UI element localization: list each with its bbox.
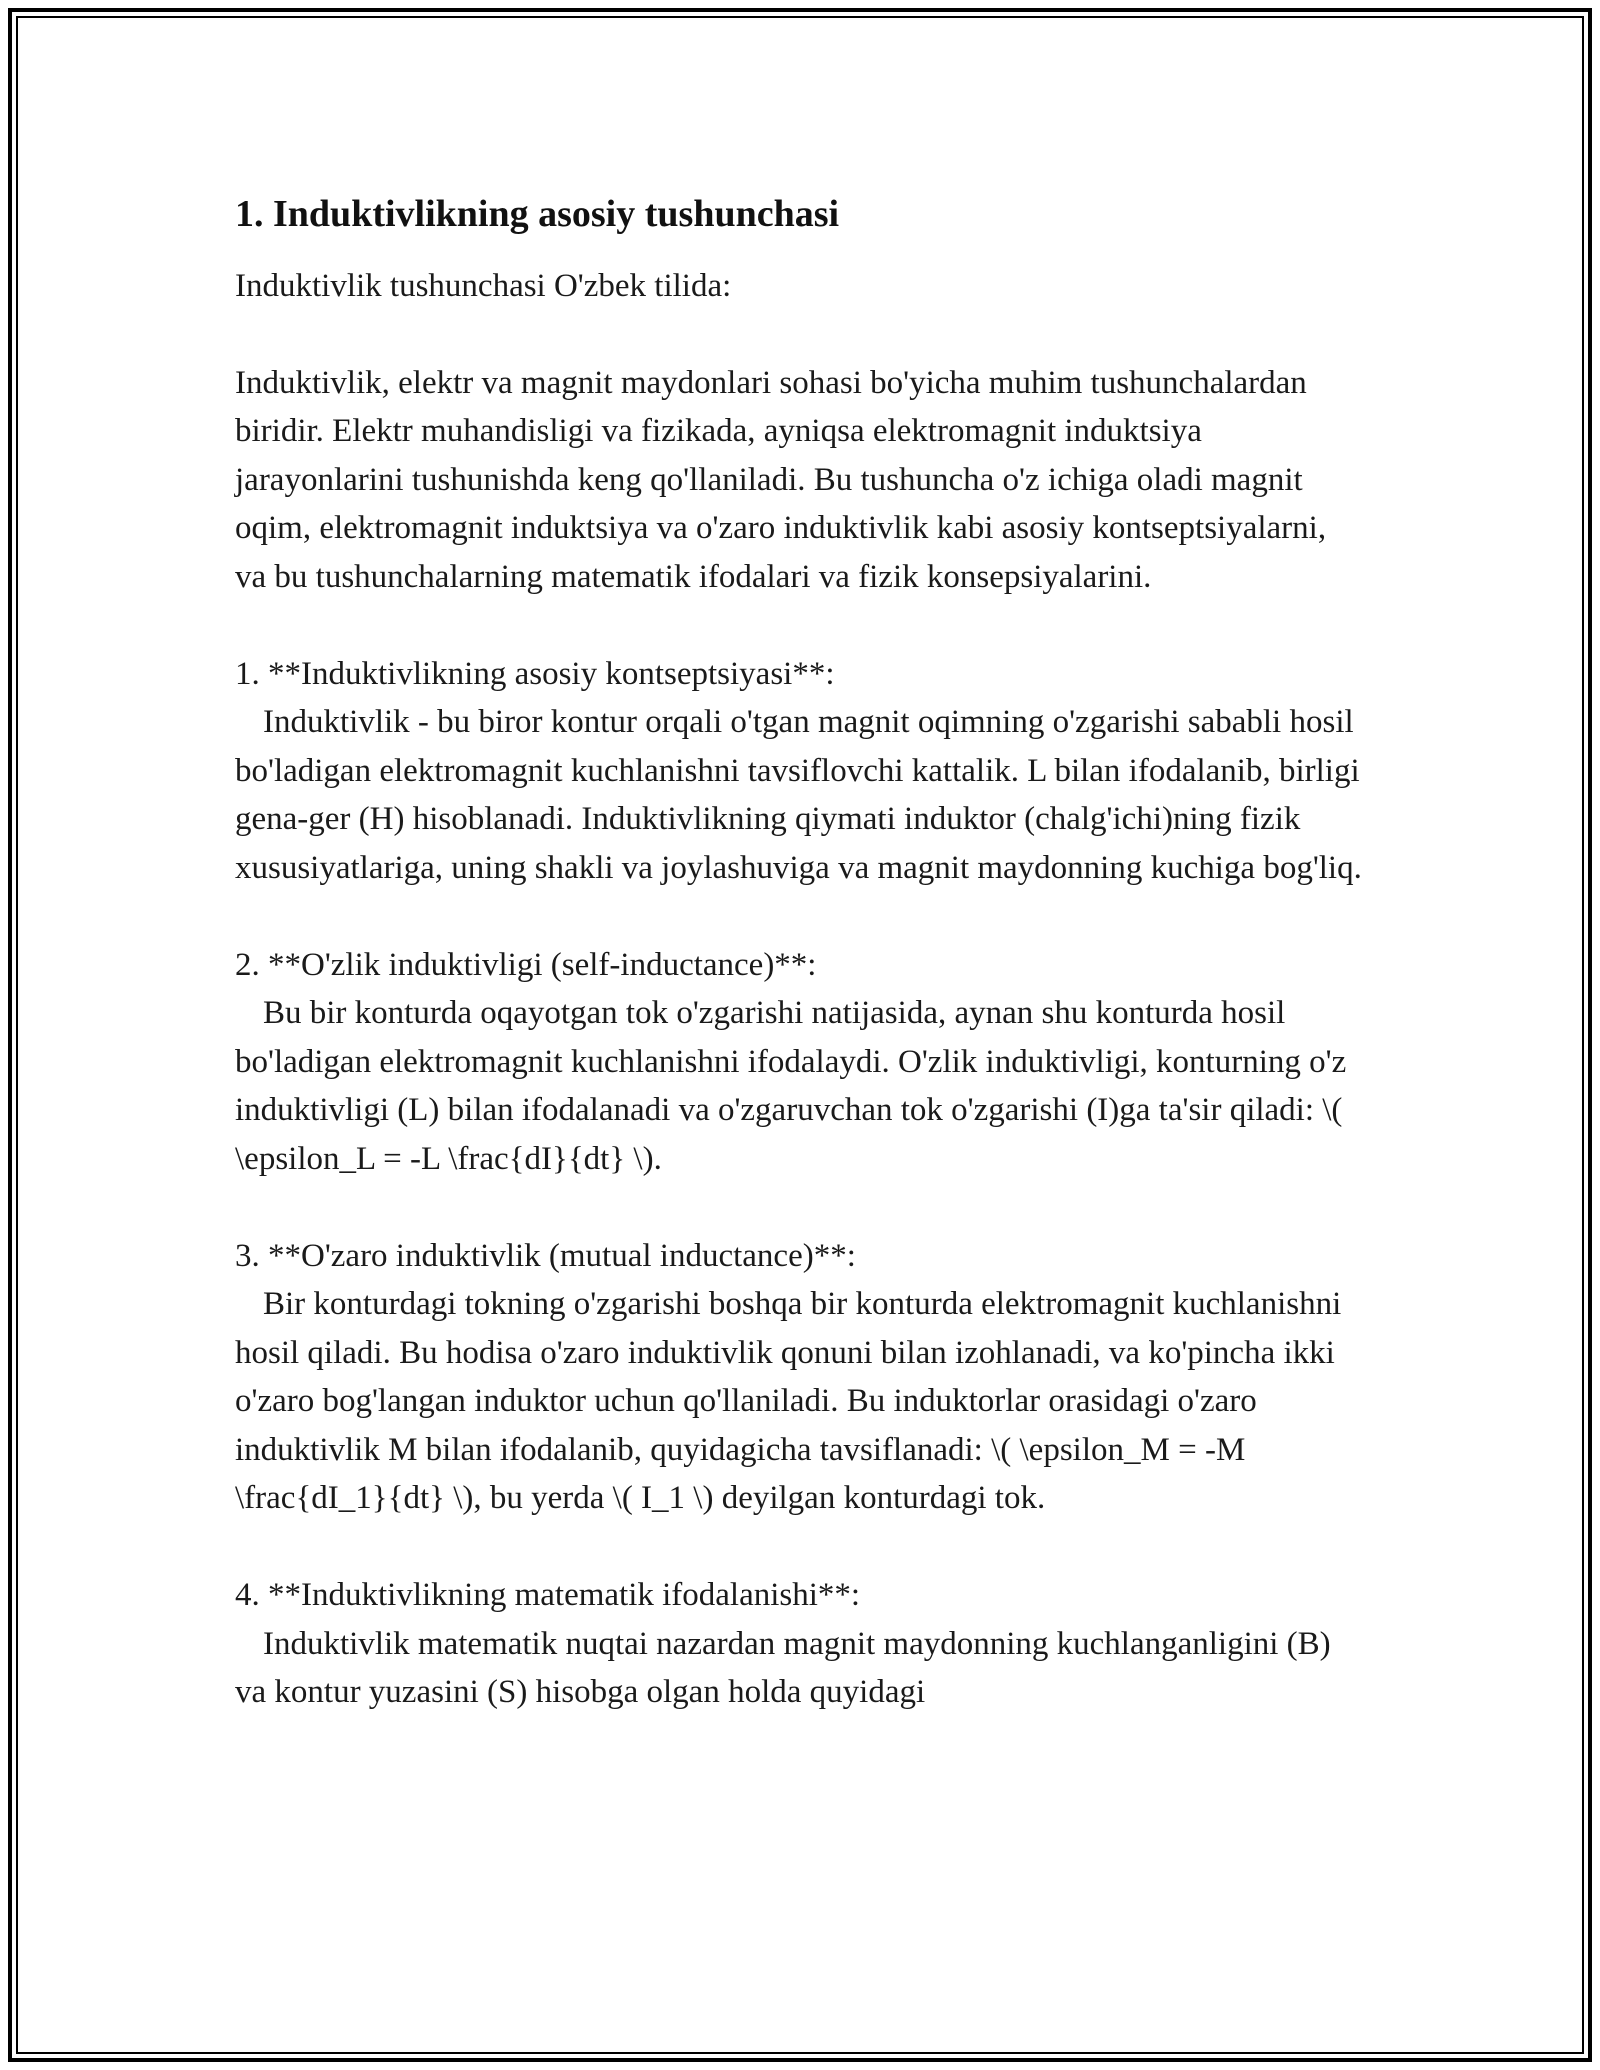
section-4 [235,1571,1365,1717]
section-body: Bu bir konturda oqayotgan tok o'zgarishi natijasida, aynan shu konturda hosil bo'ladigan elektromagnit kuchlanishni ifodalaydi. O'zlik induktivligi, konturning o'z induktivligi (L) bilan ifodalanadi va o'zgaruvchan tok o'zgarishi (I)ga ta'sir qiladi: \( \epsilon_L = -L \frac{dI}{dt} \). [235,995,1347,1177]
document-body [235,188,1365,1717]
section-2 [235,941,1365,1184]
paragraph-spacer [235,892,1365,941]
paragraph-spacer [235,1523,1365,1572]
section-body: Induktivlik matematik nuqtai nazardan magnit maydonning kuchlanganligini (B) va kontur yuzasini (S) hisobga olgan holda quyidagi [235,1625,1331,1710]
paragraph-spacer [235,310,1365,359]
section-body: Bir konturdagi tokning o'zgarishi boshqa bir konturda elektromagnit kuchlanishni hosil qiladi. Bu hodisa o'zaro induktivlik qonuni bilan izohlanadi, va ko'pincha ikki o'zaro bog'langan induktor uchun qo'llaniladi. Bu induktorlar orasidagi o'zaro induktivlik M bilan ifodalanib, quyidagicha tavsiflanadi: \( \epsilon_M = -M \frac{dI_1}{dt} \), bu yerda \( I_1 \) deyilgan konturdagi tok. [235,1286,1342,1516]
section-heading: 4. **Induktivlikning matematik ifodalanishi**: [235,1577,861,1613]
section-3 [235,1232,1365,1523]
section-1 [235,650,1365,893]
intro-paragraph: Induktivlik, elektr va magnit maydonlari sohasi bo'yicha muhim tushunchalardan biridir. Elektr muhandisligi va fizikada, ayniqsa elektromagnit induktsiya jarayonlarini tushunishda keng qo'llaniladi. Bu tushuncha o'z ichiga oladi magnit oqim, elektromagnit induktsiya va o'zaro induktivlik kabi asosiy kontseptsiyalarni, va bu tushunchalarning matematik ifodalari va fizik konsepsiyalarini. [235,364,1327,595]
document-title: 1. Induktivlikning asosiy tushunchasi [235,193,840,235]
section-heading: 1. **Induktivlikning asosiy kontseptsiyasi**: [235,655,835,692]
section-body: Induktivlik - bu biror kontur orqali o'tgan magnit oqimning o'zgarishi sababli hosil bo'ladigan elektromagnit kuchlanishni tavsiflovchi kattalik. L bilan ifodalanib, birligi gena-ger (H) hisoblanadi. Induktivlikning qiymati induktor (chalg'ichi)ning fizik xususiyatlariga, uning shakli va joylashuviga va magnit maydonning kuchiga bog'liq. [235,704,1362,886]
section-heading: 2. **O'zlik induktivligi (self-inductance)**: [235,946,817,983]
section-heading: 3. **O'zaro induktivlik (mutual inductance)**: [235,1237,856,1274]
paragraph-spacer [235,601,1365,650]
intro-label: Induktivlik tushunchasi O'zbek tilida: [235,268,732,304]
paragraph-spacer [235,1183,1365,1232]
